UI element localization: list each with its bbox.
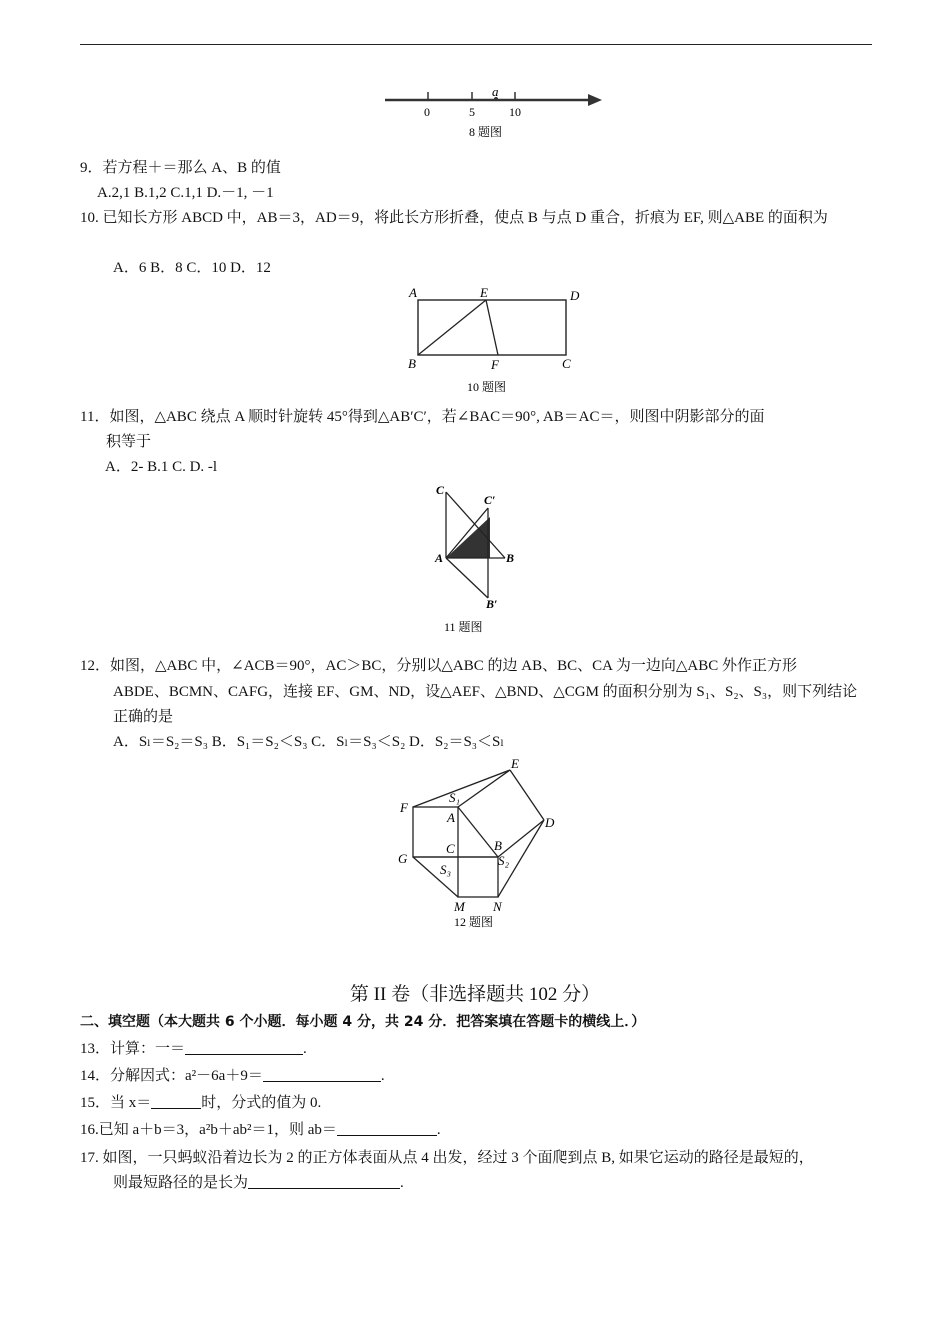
segment-ab: [458, 807, 498, 857]
label-b: B: [494, 838, 502, 853]
point-label-a: a: [492, 84, 499, 99]
q12-stem-line3: 正确的是: [113, 709, 174, 725]
figure-caption: 8 题图: [469, 125, 503, 139]
q14-suffix: .: [380, 1068, 385, 1084]
q12-stem-line2: ABDE、BCMN、CAFG，连接 EF、GM、ND，设△AEF、△BND、△CGM 的面积分别为 S₁、S₂、S₃，则下列结论: [113, 684, 858, 700]
label-c: C: [562, 356, 571, 371]
figure-12-three-squares: [390, 752, 570, 934]
label-c: C: [446, 841, 455, 856]
header-rule: [80, 44, 872, 45]
q14-answer-blank[interactable]: [263, 1067, 381, 1082]
q11-stem-line2: 积等于: [106, 434, 152, 450]
figure-caption: 10 题图: [467, 380, 507, 394]
q17-answer-blank[interactable]: [248, 1174, 400, 1189]
label-b-prime: B′: [486, 597, 498, 611]
q9-stem: 9．若方程＋＝那么 A、B 的值: [80, 160, 281, 176]
q17-prefix: 则最短路径的是长为: [113, 1175, 249, 1191]
label-d: D: [545, 815, 555, 830]
label-a: A: [447, 810, 455, 825]
q12-stem-line1: 12．如图，△ABC 中，∠ACB＝90°，AC＞BC，分别以△ABC 的边 AB、BC、CA 为一边向△ABC 外作正方形: [80, 658, 797, 674]
segment-be: [418, 300, 486, 355]
q16-prefix: 16.已知 a＋b＝3，a²b＋ab²＝1，则 ab＝: [80, 1122, 337, 1138]
label-e: E: [511, 756, 519, 771]
tick-label-0: 0: [424, 105, 430, 119]
label-c: C: [436, 483, 445, 497]
segment-ab-prime: [446, 558, 488, 598]
label-s1: S₁: [449, 790, 461, 805]
q15-prefix: 15．当 x＝: [80, 1095, 152, 1111]
square-bcmn: [458, 857, 498, 897]
q15-suffix: 时，分式的值为 0.: [201, 1095, 322, 1111]
part2-heading: 二、填空题（本大题共 6 个小题．每小题 4 分，共 24 分．把答案填在答题卡的横线上．）: [80, 1014, 646, 1030]
label-b: B: [506, 551, 515, 565]
label-d: D: [570, 288, 580, 303]
q16: [80, 1120, 441, 1140]
q15-answer-blank[interactable]: [151, 1094, 201, 1109]
q10-options: A．6 B．8 C．10 D．12: [113, 260, 271, 276]
label-b: B: [408, 356, 416, 371]
label-a: A: [409, 285, 417, 300]
segment-ef: [413, 770, 510, 807]
q12-options: A．Sₗ＝S₂＝S₃ B．S₁＝S₂＜S₃ C．Sₗ＝S₃＜S₂ D．S₂＝S₃＜Sₗ: [113, 734, 505, 750]
q17-line1: 17. 如图，一只蚂蚁沿着边长为 2 的正方体表面从点 4 出发，经过 3 个面爬到点 B, 如果它运动的路径是最短的，: [80, 1150, 814, 1166]
q16-answer-blank[interactable]: [337, 1121, 437, 1136]
q14-prefix: 14．分解因式：a²－6a＋9＝: [80, 1068, 263, 1084]
q14: [80, 1066, 385, 1086]
label-f: F: [491, 357, 499, 372]
label-g: G: [398, 851, 408, 866]
label-s2: S₂: [498, 853, 510, 868]
q11-options: A．2- B.1 C. D. -l: [105, 459, 218, 475]
label-e: E: [480, 285, 488, 300]
q13-prefix: 13．计算：一＝: [80, 1041, 186, 1057]
q16-suffix: .: [436, 1122, 441, 1138]
label-m: M: [454, 899, 465, 914]
q17-line2: [113, 1173, 404, 1193]
figure-caption: 12 题图: [454, 915, 494, 929]
shaded-region: [446, 517, 490, 558]
q15: [80, 1093, 321, 1113]
label-a: A: [435, 551, 444, 565]
tick-label-10: 10: [509, 105, 521, 119]
q11-stem-line1: 11．如图，△ABC 绕点 A 顺时针旋转 45°得到△AB′C′，若∠BAC＝90°, AB＝AC＝，则图中阴影部分的面: [80, 409, 765, 425]
segment-gm: [413, 857, 458, 897]
section-title: 第 II 卷（非选择题共 102 分）: [349, 984, 601, 1005]
q17-suffix: .: [400, 1175, 404, 1191]
q10-stem: 10. 已知长方形 ABCD 中，AB＝3，AD＝9，将此长方形折叠，使点 B 与点 D 重合，折痕为 EF, 则△ABE 的面积为: [80, 210, 828, 226]
label-s3: S₃: [440, 862, 452, 877]
q13-suffix: .: [303, 1041, 307, 1057]
q13: [80, 1039, 307, 1059]
q13-answer-blank[interactable]: [185, 1040, 303, 1055]
arrow-head-icon: [588, 94, 602, 106]
label-n: N: [493, 899, 502, 914]
segment-ef: [486, 300, 498, 355]
label-c-prime: C′: [484, 493, 496, 507]
tick-label-5: 5: [469, 105, 475, 119]
figure-caption: 11 题图: [444, 620, 483, 634]
figure-11-rotated-triangle: [430, 480, 530, 640]
figure-10-rectangle-fold: [400, 280, 600, 398]
label-f: F: [400, 800, 408, 815]
q9-options: A.2,1 B.1,2 C.1,1 D.－1, －1: [97, 185, 274, 201]
figure-8-number-line: [380, 80, 610, 142]
